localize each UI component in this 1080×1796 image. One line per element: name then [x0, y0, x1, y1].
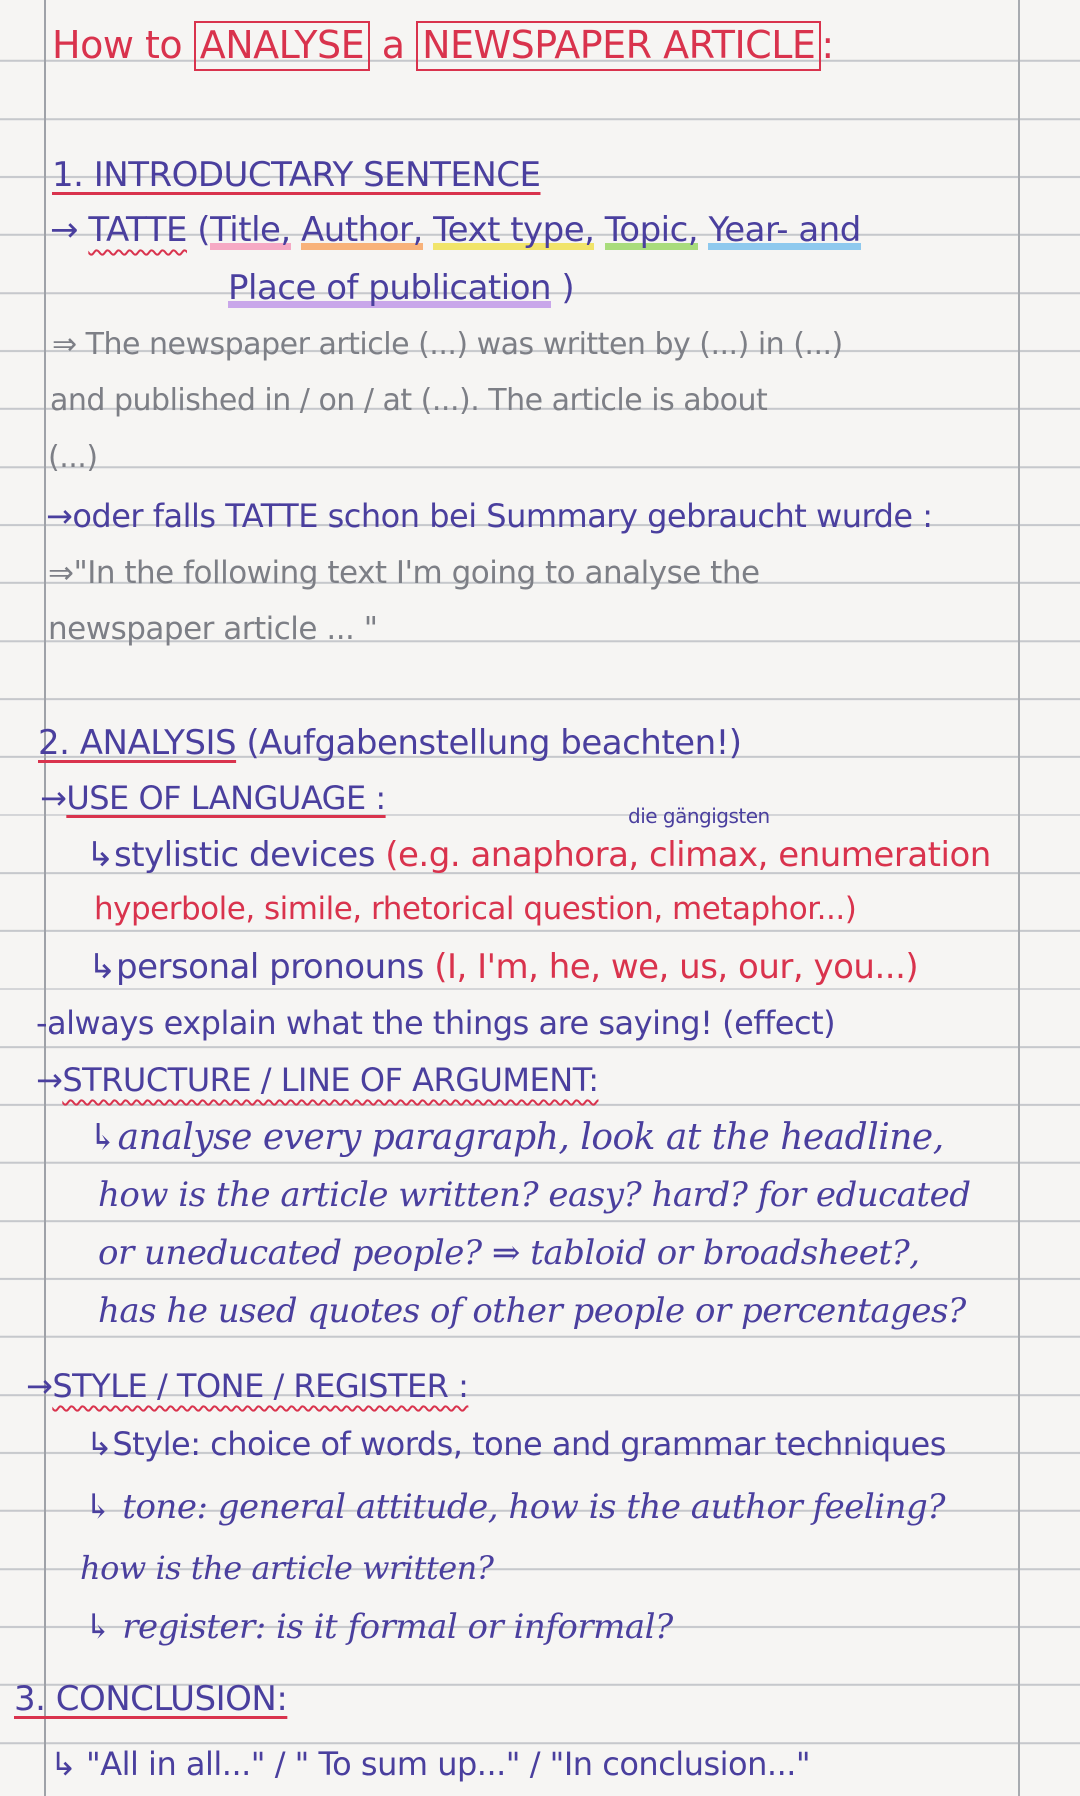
title-colon: :: [821, 23, 834, 67]
style-arrow: →: [26, 1367, 53, 1405]
tatte-place: Place of publication: [228, 268, 552, 308]
structure-heading: STRUCTURE / LINE OF ARGUMENT:: [62, 1061, 599, 1099]
structure-text-4: has he used quotes of other people or percentages?: [98, 1291, 966, 1331]
page-title: [52, 23, 834, 67]
stylistic-devices-label: ↳stylistic devices: [86, 835, 375, 875]
explain-note: -always explain what the things are saying! (effect): [36, 1004, 836, 1042]
right-margin-line: [1018, 0, 1020, 1796]
title-word-analyse: ANALYSE: [194, 21, 370, 71]
tatte-paren-open: (: [197, 210, 211, 250]
intro-template-line-1: ⇒ The newspaper article (...) was written by (...) in (...): [52, 327, 843, 362]
use-of-language-arrow: →: [40, 779, 67, 817]
style-text: ↳Style: choice of words, tone and grammar techniques: [86, 1425, 946, 1463]
conclusion-phrases: ↳ "All in all..." / " To sum up..." / "In conclusion...": [50, 1745, 811, 1783]
tatte-arrow: →: [50, 210, 78, 250]
title-prefix: How to: [52, 23, 183, 67]
alternative-note: →oder falls TATTE schon bei Summary gebraucht wurde :: [46, 497, 933, 535]
style-line: [26, 1367, 469, 1405]
structure-text-3: or uneducated people? ⇒ tabloid or broadsheet?,: [98, 1233, 920, 1273]
tatte-text-type: Text type,: [433, 210, 595, 250]
tatte-line-2: [228, 268, 575, 308]
personal-pronouns-line: [88, 947, 919, 987]
intro-template-line-3: (...): [48, 440, 98, 475]
tatte-label: TATTE: [88, 210, 187, 250]
title-word-newspaper-article: NEWSPAPER ARTICLE: [416, 21, 821, 71]
stylistic-devices-examples-2: hyperbole, simile, rhetorical question, metaphor...): [94, 891, 857, 927]
structure-line: [36, 1061, 599, 1099]
tatte-topic: Topic,: [604, 210, 699, 250]
section2-heading: 2. ANALYSIS: [38, 723, 237, 763]
style-heading: STYLE / TONE / REGISTER :: [52, 1367, 469, 1405]
structure-arrow: →: [36, 1061, 63, 1099]
tatte-paren-close: ): [561, 268, 575, 308]
alternative-quote-line-2: newspaper article ... ": [48, 611, 378, 647]
use-of-language-heading: USE OF LANGUAGE :: [66, 779, 386, 817]
register-text: ↳ register: is it formal or informal?: [84, 1607, 673, 1647]
section3-heading: 3. CONCLUSION:: [14, 1679, 288, 1719]
structure-text-1: ↳analyse every paragraph, look at the headline,: [88, 1117, 944, 1158]
section2-heading-note: (Aufgabenstellung beachten!): [246, 723, 742, 763]
section1-heading: 1. INTRODUCTARY SENTENCE: [52, 155, 541, 195]
tatte-author: Author,: [301, 210, 423, 250]
use-of-language-line: [40, 779, 386, 817]
personal-pronouns-examples: (I, I'm, he, we, us, our, you...): [434, 947, 919, 987]
structure-text-2: how is the article written? easy? hard? for educated: [98, 1175, 971, 1215]
personal-pronouns-label: ↳personal pronouns: [88, 947, 424, 987]
stylistic-devices-line: [86, 835, 991, 875]
small-note: die gängigsten: [628, 804, 770, 828]
title-mid: a: [381, 23, 405, 67]
section2-heading-line: [38, 723, 742, 763]
tone-text-2: how is the article written?: [80, 1549, 494, 1587]
tatte-line: [50, 210, 861, 250]
tone-text-1: ↳ tone: general attitude, how is the author feeling?: [84, 1487, 945, 1527]
intro-template-line-2: and published in / on / at (...). The article is about: [50, 383, 768, 418]
alternative-quote-line-1: ⇒"In the following text I'm going to analyse the: [48, 555, 760, 591]
tatte-year: Year- and: [708, 210, 861, 250]
tatte-title: Title,: [210, 210, 291, 250]
stylistic-devices-examples: (e.g. anaphora, climax, enumeration: [385, 835, 991, 875]
margin-line: [44, 0, 46, 1796]
